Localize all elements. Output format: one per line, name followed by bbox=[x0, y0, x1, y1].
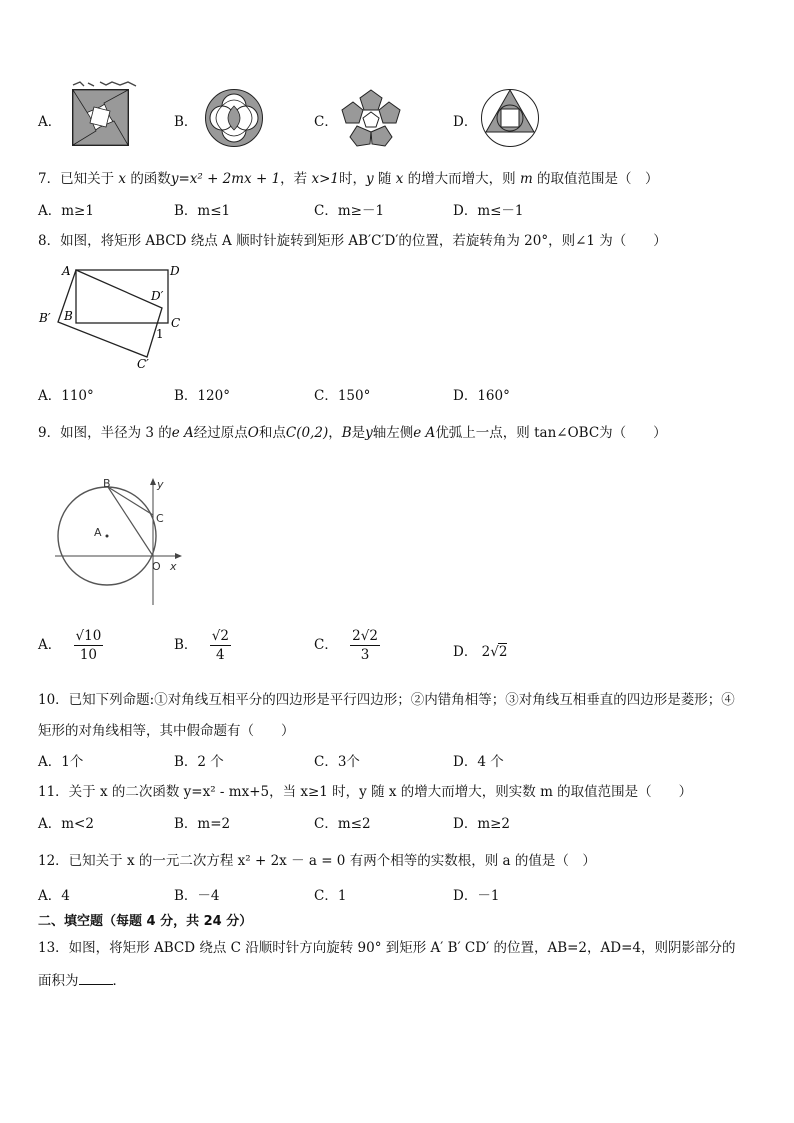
numerator: 2√2 bbox=[352, 628, 378, 644]
q8-option-d[interactable]: D．160° bbox=[453, 388, 510, 404]
q9-text: 经过原点 bbox=[193, 425, 248, 441]
fraction bbox=[74, 628, 104, 663]
fraction bbox=[350, 628, 380, 663]
q9-point-b: B bbox=[341, 425, 352, 441]
q9-option-a-label: A． bbox=[38, 637, 62, 653]
q9-circle-a: e A bbox=[171, 425, 194, 441]
q9-option-c-label: C． bbox=[314, 637, 338, 653]
q6-option-c-label[interactable]: C． bbox=[314, 114, 338, 130]
q7-text: 已知关于 bbox=[60, 171, 115, 187]
q10-stem-line1: 10．已知下列命题:①对角线互相平分的四边形是平行四边形；②内错角相等；③对角线互相垂直的四边形是菱形；④ bbox=[38, 692, 735, 708]
q10-stem-line2: 矩形的对角线相等，其中假命题有（ ） bbox=[38, 723, 295, 739]
q13-text: ． bbox=[112, 973, 126, 989]
q8-label-angle-1: 1 bbox=[156, 327, 164, 341]
q8-label-d: D bbox=[170, 264, 180, 278]
q9-text: ， bbox=[328, 425, 342, 441]
q11-option-b[interactable]: B．m=2 bbox=[174, 816, 231, 832]
section-header-fill-in: 二、填空题（每题 4 分，共 24 分） bbox=[38, 914, 253, 929]
q6-figure-d[interactable] bbox=[480, 88, 540, 148]
q8-option-b[interactable]: B．120° bbox=[174, 388, 230, 404]
q9-figure bbox=[50, 470, 190, 610]
q8-figure bbox=[36, 260, 186, 375]
sqrt-sign: √ bbox=[490, 644, 499, 660]
pentagon-cluster-icon bbox=[339, 88, 403, 148]
q9-option-c[interactable] bbox=[314, 628, 380, 663]
q8-label-d-prime: D′ bbox=[151, 289, 164, 303]
q9-label-b: B bbox=[103, 477, 111, 490]
q8-option-a[interactable]: A．110° bbox=[38, 388, 94, 404]
q7-number: 7． bbox=[38, 171, 61, 187]
q10-option-b[interactable]: B．2 个 bbox=[174, 754, 224, 770]
q7-text: 的函数 bbox=[130, 171, 171, 187]
q13-stem-line1: 13．如图，将矩形 ABCD 绕点 C 沿顺时针方向旋转 90° 到矩形 A′ B′ CD′ 的位置，AB=2，AD=4，则阴影部分的 bbox=[38, 940, 736, 956]
q9-label-c: C bbox=[156, 512, 164, 525]
q8-label-b-prime: B′ bbox=[39, 311, 51, 325]
q8-label-c-prime: C′ bbox=[137, 357, 149, 371]
q10-option-a[interactable]: A．1个 bbox=[38, 754, 84, 770]
q8-label-c: C bbox=[171, 316, 181, 330]
rotated-rectangle-diagram bbox=[36, 260, 186, 375]
q9-label-y: y bbox=[157, 478, 164, 491]
q7-text: 的取值范围是（ ） bbox=[537, 171, 659, 187]
circle-axes-diagram bbox=[50, 470, 190, 610]
q9-text: 优弧上一点，则 bbox=[435, 425, 530, 441]
q10-option-d[interactable]: D．4 个 bbox=[453, 754, 504, 770]
q12-option-a[interactable]: A．4 bbox=[38, 888, 70, 904]
four-petal-circle-icon bbox=[204, 88, 264, 148]
q7-text: 时， bbox=[338, 171, 366, 187]
q9-option-b[interactable] bbox=[174, 628, 231, 663]
q13-text: 面积为 bbox=[38, 973, 79, 989]
q9-text: 是 bbox=[351, 425, 366, 441]
crop-fragment-graphic bbox=[70, 78, 140, 88]
q8-label-b: B bbox=[64, 309, 73, 323]
q6-figure-b[interactable] bbox=[204, 88, 264, 148]
q12-option-c[interactable]: C．1 bbox=[314, 888, 347, 904]
q7-text: 的增大而增大，则 bbox=[407, 171, 516, 187]
q12-option-d[interactable]: D．－1 bbox=[453, 888, 500, 904]
q8-stem: 8．如图，将矩形 ABCD 绕点 A 顺时针旋转到矩形 AB′C′D′的位置，若旋转角为 20°，则∠1 为（ ） bbox=[38, 233, 667, 249]
q6-option-a-label[interactable]: A． bbox=[38, 114, 62, 130]
answer-blank[interactable] bbox=[79, 984, 113, 985]
radicand: 2 bbox=[498, 644, 508, 660]
fraction bbox=[210, 628, 231, 663]
circle-triangle-square-icon bbox=[480, 88, 540, 148]
q7-option-d[interactable]: D．m≤－1 bbox=[453, 203, 524, 219]
q9-y-axis: y bbox=[365, 425, 373, 441]
q7-formula: y=x² + 2mx + 1 bbox=[170, 171, 281, 187]
coefficient: 2 bbox=[481, 644, 491, 660]
q9-label-o: O bbox=[152, 560, 161, 573]
q7-condition: x>1 bbox=[311, 171, 339, 187]
var-m: m bbox=[519, 171, 533, 187]
q9-option-d[interactable] bbox=[453, 640, 507, 660]
q9-text: 为（ ） bbox=[599, 425, 667, 441]
var-x: x bbox=[395, 171, 404, 187]
q7-option-b[interactable]: B．m≤1 bbox=[174, 203, 231, 219]
q13-stem-line2 bbox=[38, 969, 126, 989]
q9-text: 轴左侧 bbox=[372, 425, 414, 441]
q9-option-a[interactable] bbox=[38, 628, 103, 663]
var-x: x bbox=[118, 171, 127, 187]
q7-text: 随 bbox=[377, 171, 392, 187]
q8-option-c[interactable]: C．150° bbox=[314, 388, 371, 404]
q9-point-o: O bbox=[247, 425, 259, 441]
q11-stem: 11．关于 x 的二次函数 y=x² - mx+5，当 x≥1 时，y 随 x 的增大而增大，则实数 m 的取值范围是（ ） bbox=[38, 784, 693, 800]
denominator: 4 bbox=[216, 647, 225, 663]
q9-option-b-label: B． bbox=[174, 637, 198, 653]
pinwheel-square-icon bbox=[72, 89, 129, 146]
q9-label-x: x bbox=[170, 560, 177, 573]
numerator: √2 bbox=[211, 628, 229, 644]
q6-option-b-label[interactable]: B． bbox=[174, 114, 198, 130]
q7-option-a[interactable]: A．m≥1 bbox=[38, 203, 94, 219]
q8-label-a: A bbox=[62, 264, 71, 278]
denominator: 3 bbox=[360, 647, 370, 663]
q9-point-c: C(0,2) bbox=[285, 425, 329, 441]
denominator: 10 bbox=[79, 647, 98, 663]
q6-option-d-label[interactable]: D． bbox=[453, 114, 478, 130]
q7-stem bbox=[38, 167, 659, 187]
q6-top-crop-fragment bbox=[70, 76, 140, 86]
q11-option-d[interactable]: D．m≥2 bbox=[453, 816, 511, 832]
q9-option-d-label: D． bbox=[453, 644, 478, 660]
q11-option-c[interactable]: C．m≤2 bbox=[314, 816, 371, 832]
q11-option-a[interactable]: A．m<2 bbox=[38, 816, 94, 832]
var-y: y bbox=[365, 171, 374, 187]
q12-stem: 12．已知关于 x 的一元二次方程 x² + 2x － a = 0 有两个相等的实数根，则 a 的值是（ ） bbox=[38, 853, 596, 869]
q10-option-c[interactable]: C．3个 bbox=[314, 754, 360, 770]
q9-tan-expression: tan∠OBC bbox=[534, 425, 600, 441]
q6-figure-a[interactable] bbox=[72, 89, 129, 146]
q9-text: 和点 bbox=[258, 425, 286, 441]
q7-option-c[interactable]: C．m≥－1 bbox=[314, 203, 385, 219]
q9-stem bbox=[38, 421, 667, 441]
q12-option-b[interactable]: B．－4 bbox=[174, 888, 220, 904]
q6-figure-c[interactable] bbox=[339, 88, 403, 148]
q9-text: 9．如图，半径为 3 的 bbox=[38, 425, 172, 441]
q7-text: ，若 bbox=[280, 171, 308, 187]
q9-circle-a: e A bbox=[413, 425, 436, 441]
q9-label-a: A bbox=[94, 526, 102, 539]
numerator: √10 bbox=[75, 628, 102, 644]
